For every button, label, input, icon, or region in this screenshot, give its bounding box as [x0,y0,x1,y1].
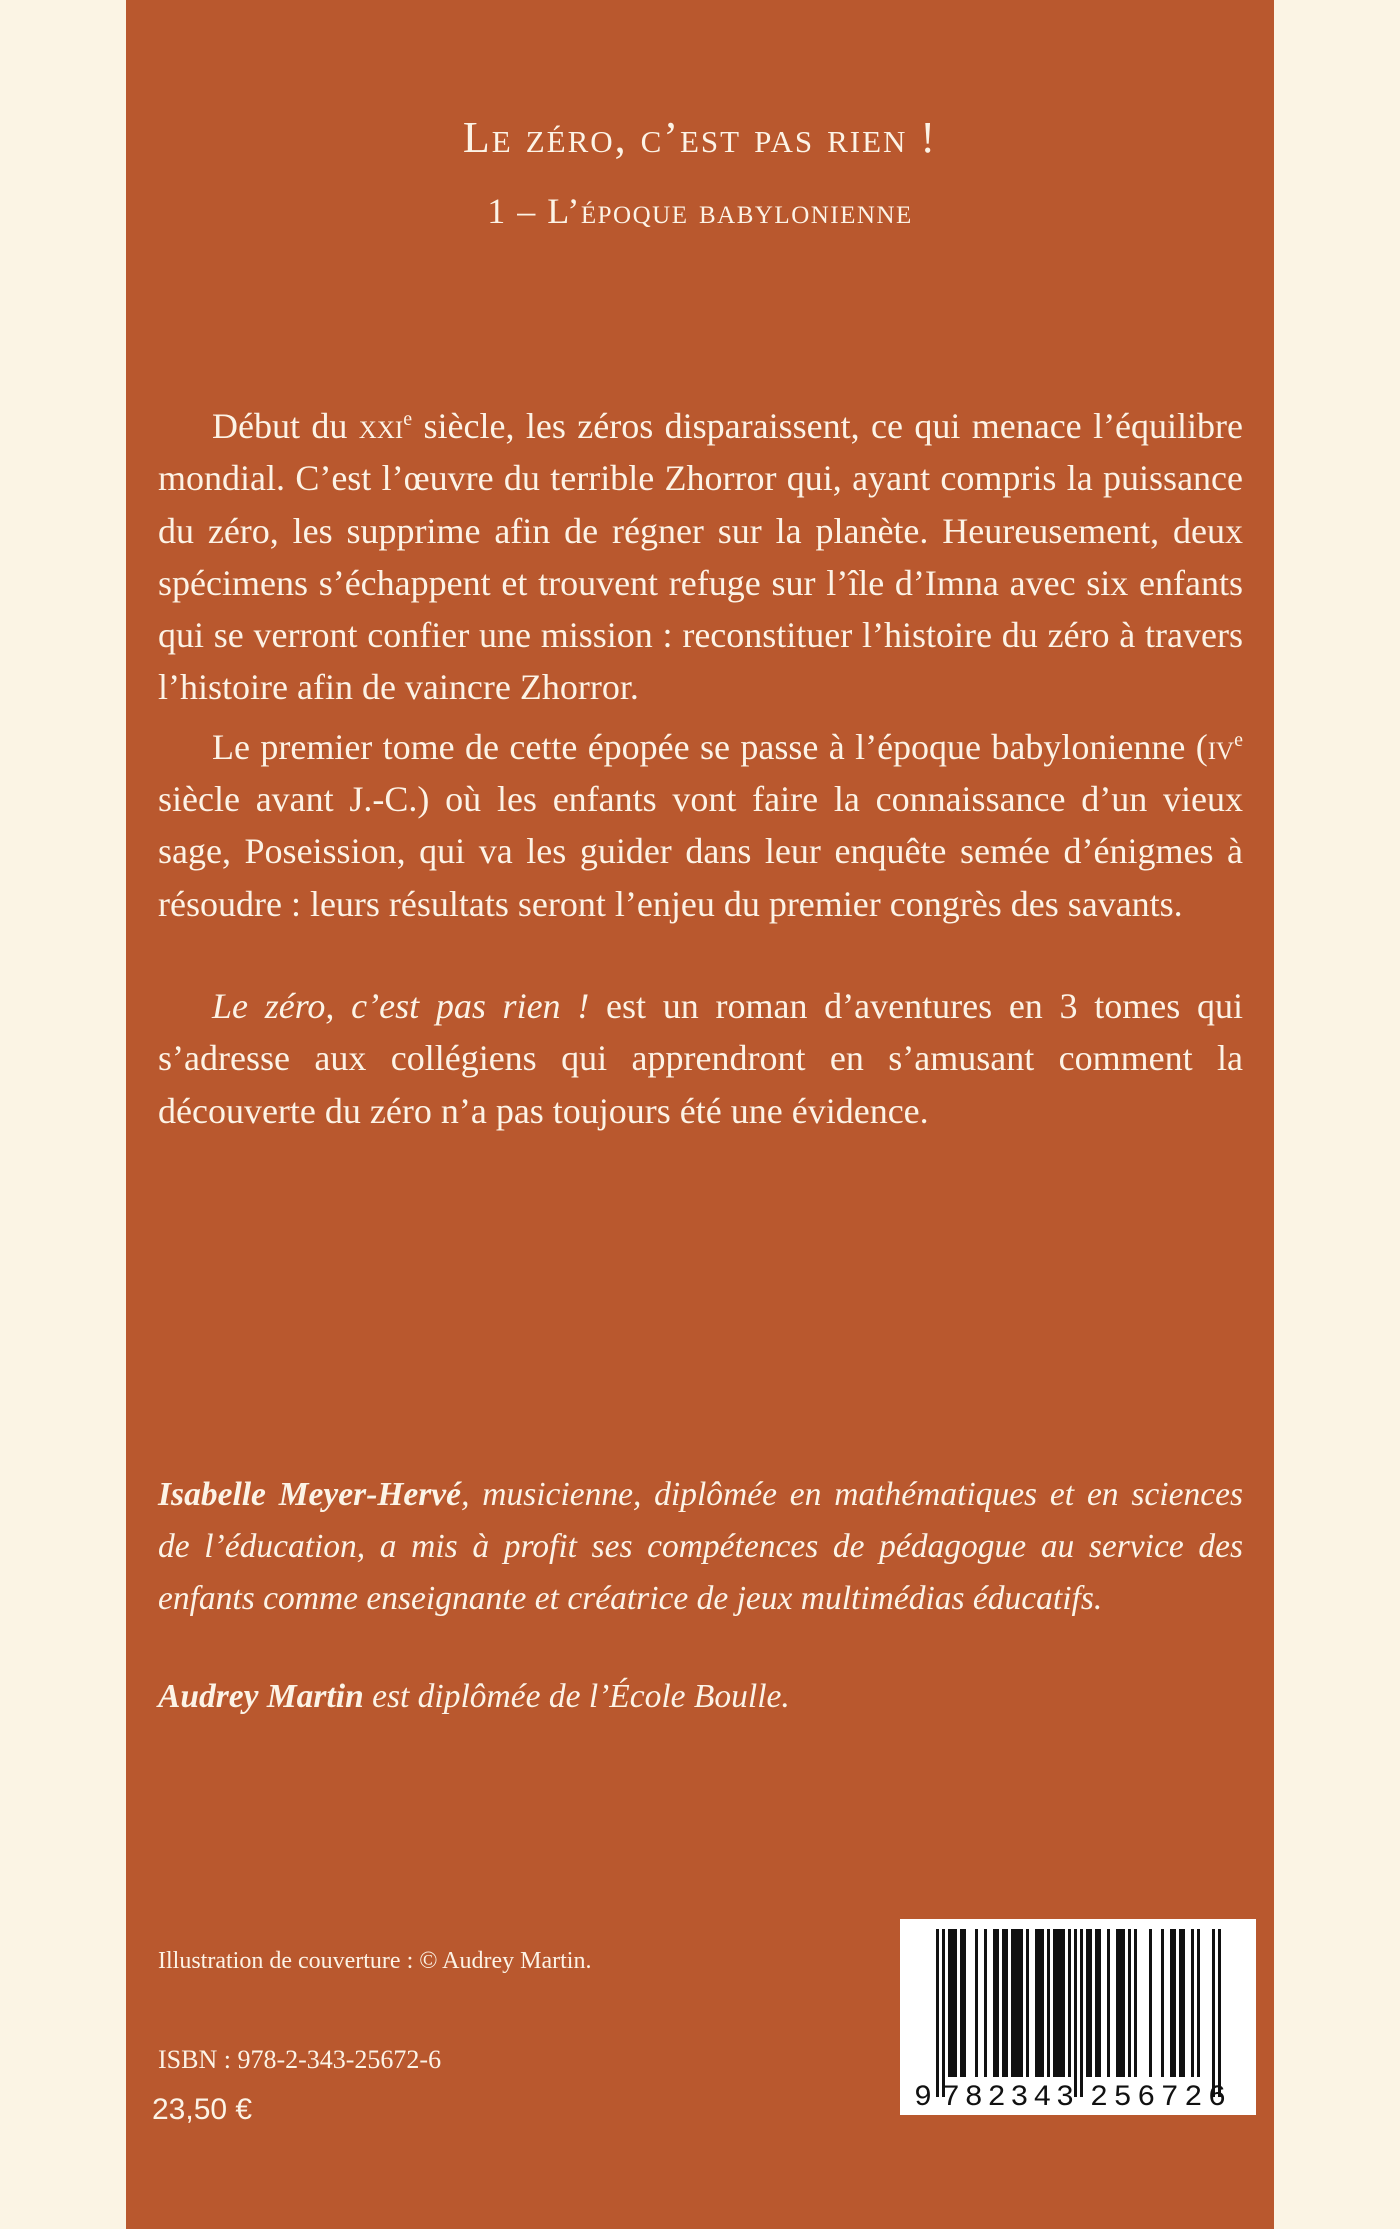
barcode-bar [996,1929,999,2077]
century-numeral: iv [1207,726,1235,767]
barcode-bar [948,1929,951,2077]
barcode-first-digit: 9 [914,2081,933,2115]
barcode-bar [1014,1929,1017,2077]
barcode-bar [1128,1929,1131,2077]
barcode-bar [1062,1929,1065,2077]
blurb-paragraph-1 [158,393,1243,714]
barcode-bar [1005,1929,1008,2077]
barcode-bar [1122,1929,1125,2077]
barcode-bar [1107,1929,1110,2077]
barcode-guard-bar [1212,1929,1215,2097]
book-title-italic: Le zéro, c’est pas rien ! [212,985,590,1026]
barcode-bar [1179,1929,1182,2077]
barcode-bar [1035,1929,1038,2077]
barcode-bar [1047,1929,1050,2077]
barcode-bar [963,1929,966,2077]
barcode-bar [1020,1929,1023,2077]
barcode-bar [993,1929,996,2077]
century-numeral: xxi [358,406,404,446]
barcode-bar [1038,1929,1041,2077]
barcode-bar [1011,1929,1014,2077]
barcode [900,1919,1256,2115]
barcode-guard-bar [1218,1929,1221,2097]
blurb-p2-end: siècle avant J.-C.) où les enfants vont faire la connaissance d’un vieux sage, Poseission, qui va les guider dans leur enquête semée d’énigmes à résoudre : leurs résultats seront l’enjeu du premier congrès des savants. [158,779,1243,924]
barcode-bar [1149,1929,1152,2077]
barcode-bar [1134,1929,1137,2077]
barcode-bar [1002,1929,1005,2077]
barcode-bar [1161,1929,1164,2077]
author-name: Isabelle Meyer-Hervé [158,1476,462,1513]
barcode-bar [984,1929,987,2077]
illustrator-bio [158,1671,1243,1723]
barcode-bar [1170,1929,1173,2077]
blurb-p1-start: Début du [212,406,359,446]
author-bio [158,1469,1243,1625]
barcode-bar [1098,1929,1101,2077]
blurb-p2-start: Le premier tome de cette épopée se passe à l’époque babylonienne ( [212,726,1208,767]
barcode-bars [936,1929,1221,2097]
illustrator-name: Audrey Martin [158,1678,364,1715]
author-bio-text: , musicienne, diplômée en mathématiques et en sciences de l’éducation, a mis à profit ses compétences de pédagogue au service des enfants comme enseignante et créatrice de jeux multimédias éducatifs. [158,1476,1243,1617]
blurb-paragraph-2 [158,714,1243,930]
barcode-bar [1089,1929,1092,2077]
price: 23,50 € [152,2093,253,2126]
barcode-bar [1116,1929,1119,2077]
barcode-bar [1053,1929,1056,2077]
barcode-bar [1041,1929,1044,2077]
blurb-p3-end: est un roman d’aventures en 3 tomes qui s’adresse aux collégiens qui apprendront en s’amusant comment la découverte du zéro n’a pas toujours été une évidence. [158,985,1244,1131]
blurb-p1-end: siècle, les zéros disparaissent, ce qui menace l’équilibre mondial. C’est l’œuvre du terrible Zhorror qui, ayant compris la puissance du zéro, les supprime afin de régner sur la planète. Heureusement, deux spécimens s’échappent et trouvent refuge sur l’île d’Imna avec six enfants qui se verront confier une mission : reconstituer l’histoire du zéro à travers l’histoire afin de vaincre Zhorror. [158,406,1244,708]
barcode-bar [1191,1929,1194,2077]
barcode-bar [1026,1929,1029,2077]
barcode-bar [960,1929,963,2077]
barcode-bar [1017,1929,1020,2077]
barcode-bar [1197,1929,1200,2077]
barcode-guard-bar [1074,1929,1077,2097]
barcode-right-digits: 256726 [1090,2081,1226,2115]
barcode-guard-bar [1080,1929,1083,2097]
barcode-bar [1119,1929,1122,2077]
barcode-bar [1086,1929,1089,2077]
blurb-paragraph-3 [158,980,1243,1137]
century-suffix: e [1234,728,1243,751]
barcode-bar [954,1929,957,2077]
barcode-graphic [900,1919,1256,2115]
illustration-credit: Illustration de couverture : © Audrey Martin. [158,1948,592,1974]
blurb [158,393,1243,1137]
book-subtitle: 1 – L’époque babylonienne [487,191,913,231]
barcode-guard-bar [936,1929,939,2097]
illustrator-bio-text: est diplômée de l’École Boulle. [363,1678,790,1715]
barcode-bar [975,1929,978,2077]
barcode-left-digits: 782343 [942,2081,1074,2115]
barcode-bar [1068,1929,1071,2077]
century-suffix: e [403,408,413,430]
back-cover [126,0,1274,2229]
isbn: ISBN : 978-2-343-25672-6 [158,2045,442,2074]
barcode-bar [1059,1929,1062,2077]
barcode-bar [1056,1929,1059,2077]
barcode-bar [951,1929,954,2077]
barcode-guard-bar [942,1929,945,2097]
author-bios [158,1469,1243,1723]
barcode-bar [1095,1929,1098,2077]
barcode-bar [1182,1929,1185,2077]
barcode-bar [1173,1929,1176,2077]
book-title: Le zéro, c’est pas rien ! [462,113,938,162]
